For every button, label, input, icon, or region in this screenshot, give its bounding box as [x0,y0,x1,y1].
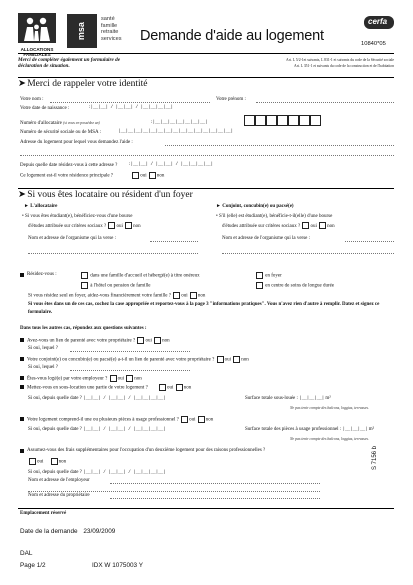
footer-idx: IDX W 1075003 Y [92,562,144,569]
bullet-square [20,376,24,380]
proprio-name-field[interactable] [110,498,320,499]
left-q-line2 [28,222,141,232]
pro-oui-checkbox[interactable] [181,416,188,423]
naissance-field[interactable]: :|__|__| / |__|__| / |__|__|__|__| [88,105,174,110]
cerfa-logo [364,16,394,29]
arrow-icon: ➤ [18,190,26,200]
sousloc-surface [245,396,331,402]
pro-surface [245,427,374,433]
msa-line: santé [101,16,115,22]
footer-rule [18,508,394,509]
right-q [216,212,335,232]
oui-label: oui [167,385,174,391]
pro-surface-label: Surface totale des pièces à usage professionnel : [245,427,342,432]
col-left-title [24,204,57,210]
date-demande [20,528,115,535]
sousloc-depuis-label: Si oui, depuis quelle date ? [28,396,82,401]
conjoint-non-checkbox[interactable] [233,356,240,363]
bullet-square [20,357,24,361]
proprio-row [27,337,170,344]
depuis-field[interactable]: :|__|__| / |__|__| / |__|__|__|__| [128,162,214,167]
msa-logo [67,14,97,48]
foyer-oui-checkbox[interactable] [173,292,180,299]
opt4-label: en centre de soins de longue durée [265,283,335,289]
secu-label: Numéro de sécurité sociale ou de MSA : [20,130,101,135]
pro-date-field[interactable]: |__|__| / |__|__| / |__|__|__|__| [83,427,166,432]
right-bourse-non-checkbox[interactable] [319,222,326,229]
allocataire-note: (si vous en possédez un) [63,121,100,125]
residence-oui-checkbox[interactable] [132,172,139,179]
frais-non-checkbox[interactable] [51,458,58,465]
triangle-icon: ► [24,204,29,209]
sousloc-surface-field[interactable]: |__|__|__| [299,396,325,401]
oui-label: oui [310,224,317,229]
oui-label: oui [117,376,125,382]
footer-dal: DAL [20,550,33,557]
proprio-non-checkbox[interactable] [154,337,161,344]
arrow-icon: ➤ [18,79,26,89]
employeur-non-checkbox[interactable] [126,375,133,382]
proprio-lequel: Si oui, lequel ? [28,346,58,351]
non-label: non [327,224,335,229]
bullet-icon: • [22,214,26,219]
residence-question: Ce logement est-il votre résidence principale ? [20,173,114,179]
msa-logo-mark: msa [75,22,86,41]
employeur-question: Êtes-vous logé(e) par votre employeur ? [27,376,108,382]
legal-refs [210,58,394,69]
proprio-question: Avez-vous un lien de parenté avec votre propriétaire ? [27,338,136,344]
bullet-square [20,385,24,389]
oui-label: oui [37,459,44,465]
non-label: non [183,385,192,391]
bullet-icon: • [216,214,220,219]
non-label: non [58,459,67,465]
frais-date-field[interactable]: |__|__| / |__|__| / |__|__|__|__| [83,470,166,475]
bold-instruction: Si vous êtes dans un de ces cas, cochez la case appropriée et reportez-vous à la page 3 "informations pratiques". Vous n'avez rien d'autre à remplir. Datez et signez ce formulaire. [28,302,380,315]
pro-depuis [28,427,166,433]
m2-unit: m² [325,396,331,401]
oui-label: oui [140,173,147,179]
proprio-lequel-field[interactable] [70,351,190,352]
opt-famille-checkbox[interactable] [81,272,88,279]
sousloc-non-checkbox[interactable] [176,384,183,391]
residence-row [20,172,164,179]
left-q [22,212,141,232]
residez-opt4 [255,282,334,289]
bullet-square [20,273,24,277]
conjoint-oui-checkbox[interactable] [217,356,224,363]
msa-line: retraite [101,29,119,36]
non-label: non [241,357,249,363]
sousloc-oui-checkbox[interactable] [159,384,166,391]
non-label: non [133,224,141,229]
identity-section-title: Merci de rappeler votre identité [27,79,148,89]
tenant-section-header [18,190,193,201]
adresse-field[interactable] [165,145,394,146]
residez-opt1 [80,272,200,279]
right-q-line2 [222,222,335,232]
digit-box[interactable] [266,115,277,126]
cerfa-text: cerfa [368,17,388,26]
prenom-label: Votre prénom : [216,97,246,102]
employeur-name-label: Nom et adresse de l'employeur [28,478,90,483]
frais-depuis-label: Si oui, depuis quelle date ? [28,470,82,475]
identity-rule [18,77,394,78]
col-left-title-text: L'allocataire [30,204,58,209]
tenant-section-title: Si vous êtes locataire ou résident d'un foyer [27,190,193,200]
right-organisme-field-2[interactable] [222,253,394,254]
caf-logo [18,13,56,57]
tenant-rule [18,188,394,189]
left-q1: Si vous êtes étudiant(e), bénéficiez-vous d'une bourse [25,214,133,219]
non-label: non [156,173,165,179]
bullet-square [20,449,24,453]
conjoint-lequel-field[interactable] [70,370,190,371]
employeur-oui-checkbox[interactable] [110,375,117,382]
conjoint-row [27,356,249,363]
msa-line: services [101,35,122,42]
depuis-label: Depuis quelle date résidez-vous à cette adresse ? [20,163,118,168]
caf-logo-text: ALLOCATIONS FAMILIALES [20,46,54,57]
header-rule [18,53,394,54]
digit-box[interactable] [310,115,321,126]
non-label: non [205,417,214,423]
left-bourse-non-checkbox[interactable] [125,222,132,229]
footer-page: Page 1/2 [20,562,46,569]
employeur-row [27,375,142,382]
frais-question: Assumez-vous des frais supplémentaires pour l'occupation d'un deuxième logement pour des raisons professionnelles ? [27,448,266,453]
residez-label: Résidez-vous : [27,272,57,277]
adresse-field-2[interactable] [20,155,394,156]
nom-field[interactable] [50,102,210,103]
sousloc-depuis [28,396,166,402]
identity-section-header [18,79,148,90]
secu-field[interactable]: |__|__|__|__|__|__|__|__|__|__|__|__|__|__|__| [118,129,234,134]
proprio-name-label: Nom et adresse du propriétaire [28,493,90,498]
col-right-title-text: Conjoint, concubin(e) ou pacsé(e) [222,204,294,209]
left-organisme-field-2[interactable] [28,253,198,254]
sousloc-row [27,384,191,391]
residez-opt3 [255,272,282,279]
employeur-name-field[interactable] [110,483,320,484]
left-organisme-label: Nom et adresse de l'organisme qui la verse : [28,236,117,241]
bullet-square [20,338,24,342]
other-cases-heading: Dans tous les autres cas, répondez aux questions suivantes : [20,326,147,331]
page-title: Demande d'aide au logement [140,28,324,44]
right-q1: S'il (elle) est étudiant(e), bénéficie-t-il(elle) d'une bourse [219,214,333,219]
non-label: non [162,338,170,344]
left-q-line1 [22,212,141,222]
employeur-name-field-2[interactable] [28,491,320,492]
cerfa-number: 10840*05 [361,41,386,47]
msa-tagline [101,16,122,42]
pro-surface-field[interactable]: |__|__|__| [342,427,368,432]
pro-non-checkbox[interactable] [198,416,205,423]
oui-label: oui [224,357,231,363]
left-organisme-field[interactable] [150,241,198,242]
conjoint-lequel: Si oui, lequel ? [28,365,58,370]
proprio-oui-checkbox[interactable] [137,337,144,344]
intro-note: Merci de compléter également un formulaire de déclaration de situation. [18,57,121,69]
residez-opt2 [80,282,150,289]
digit-box[interactable] [255,115,266,126]
opt-hotel-checkbox[interactable] [81,282,88,289]
frais-depuis [28,470,166,476]
right-organisme-label: Nom et adresse de l'organisme qui la verse : [222,236,311,241]
sousloc-question: Mettez-vous en sous-location une partie de votre logement ? [27,385,148,391]
right-organisme-field[interactable] [345,241,394,242]
non-label: non [197,293,206,299]
frais-answers [28,458,66,465]
left-bourse-oui-checkbox[interactable] [108,222,115,229]
digit-box[interactable] [299,115,310,126]
col-right-title [216,204,294,210]
caf-family-icon [18,13,56,43]
digit-box[interactable] [288,115,299,126]
naissance-label: Votre date de naissance : [20,106,70,111]
date-label: Date de la demande [20,528,78,535]
non-label: non [134,376,142,382]
side-code: S 7156 b [372,445,378,470]
msa-line: famille [101,22,118,29]
nom-label: Votre nom : [20,97,44,102]
right-q-line1 [216,212,335,222]
frais-oui-checkbox[interactable] [29,458,36,465]
oui-label: oui [145,338,152,344]
opt-foyer-checkbox[interactable] [256,272,263,279]
foyer-question: Si vous résidez seul en foyer, aidez-vous financièrement votre famille ? [28,293,171,299]
oui-label: oui [189,417,196,423]
allocataire-field[interactable]: :|__|__|__|__|__|__|__| [150,120,208,125]
pro-question: Votre logement comprend-il une ou plusieurs pièces à usage professionnel ? [27,417,179,423]
m2-unit: m² [368,427,375,432]
residence-non-checkbox[interactable] [149,172,156,179]
emplacement-reserve: Emplacement réservé [20,511,67,516]
opt2-label: à l'hôtel ou pension de famille [90,283,151,289]
legal-ref-2: Art. L 351-1 et suivants du code de la construction et de l'habitation [294,63,394,68]
triangle-icon: ► [216,204,221,209]
adresse-label: Adresse du logement pour lequel vous demandez l'aide : [20,140,133,145]
foyer-non-checkbox[interactable] [190,292,197,299]
sousloc-date-field[interactable]: |__|__| / |__|__| / |__|__|__|__| [83,396,166,401]
oui-label: oui [181,293,188,299]
digit-box[interactable] [244,115,255,126]
sousloc-surface-label: Surface totale sous-louée : [245,396,298,401]
bullet-square [20,417,24,421]
allocataire-label [20,121,100,127]
left-q2: d'études attribuée sur critères sociaux ? [28,224,107,229]
right-q2: d'études attribuée sur critères sociaux ? [222,224,301,229]
pro-depuis-label: Si oui, depuis quelle date ? [28,427,82,432]
opt-soins-checkbox[interactable] [256,282,263,289]
foyer-row [28,292,205,299]
balcons-note: Ne pas tenir compte des balcons, loggias, terrasses. [290,406,369,410]
balcons-note: Ne pas tenir compte des balcons, loggias, terrasses. [290,437,369,441]
prenom-field[interactable] [256,102,394,103]
pro-row [27,416,213,423]
date-value: 23/09/2009 [83,528,116,535]
digit-box[interactable] [277,115,288,126]
allocataire-text: Numéro d'allocataire [20,121,62,126]
right-bourse-oui-checkbox[interactable] [302,222,309,229]
oui-label: oui [116,224,123,229]
opt1-label: dans une famille d'accueil et hébergé(e) à titre onéreux [90,273,200,279]
opt3-label: en foyer [265,273,282,279]
conjoint-question: Votre conjoint(e) ou concubin(e) ou pacsé(e) a-t-il un lien de parenté avec votre propriétaire ? [27,357,215,363]
legal-ref-1: Art. L 5/2-1et suivants, L 831-1 et suivants du code de la Sécurité sociale [286,58,394,62]
